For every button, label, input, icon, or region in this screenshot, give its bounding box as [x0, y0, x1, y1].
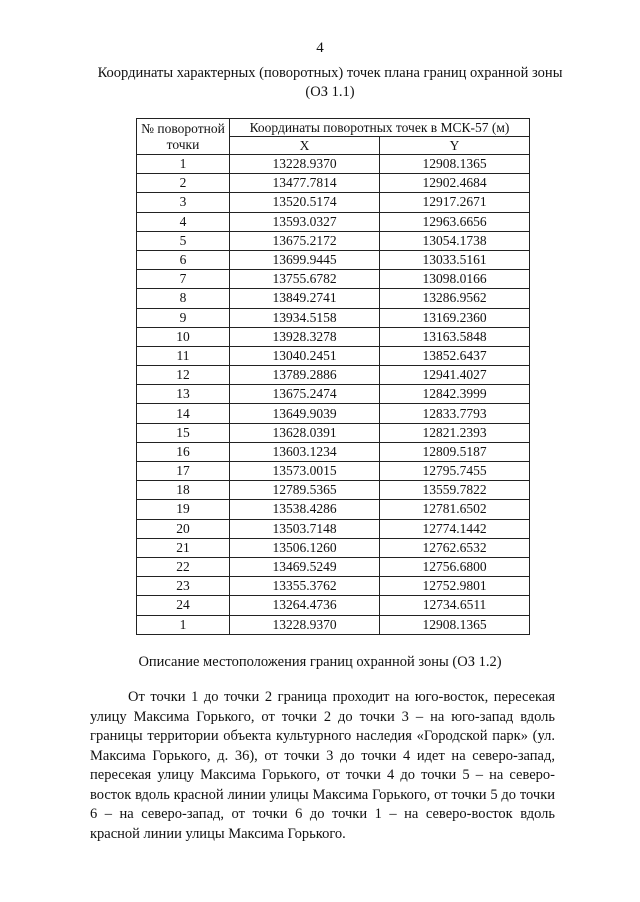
- header-y: Y: [380, 137, 530, 155]
- point-number-cell: 1: [137, 155, 230, 174]
- y-coordinate-cell: 12762.6532: [380, 538, 530, 557]
- point-number-cell: 19: [137, 500, 230, 519]
- table-row: [137, 423, 530, 442]
- y-coordinate-cell: 13169.2360: [380, 308, 530, 327]
- y-coordinate-cell: 12941.4027: [380, 366, 530, 385]
- table-row: [137, 231, 530, 250]
- table-row: [137, 250, 530, 269]
- point-number-cell: 24: [137, 596, 230, 615]
- x-coordinate-cell: 13699.9445: [230, 250, 380, 269]
- table-row: [137, 500, 530, 519]
- y-coordinate-cell: 12908.1365: [380, 155, 530, 174]
- x-coordinate-cell: 13228.9370: [230, 615, 380, 634]
- table-row: [137, 385, 530, 404]
- point-number-cell: 8: [137, 289, 230, 308]
- x-coordinate-cell: 13928.3278: [230, 327, 380, 346]
- y-coordinate-cell: 13559.7822: [380, 481, 530, 500]
- point-number-cell: 1: [137, 615, 230, 634]
- header-x: X: [230, 137, 380, 155]
- x-coordinate-cell: 13675.2172: [230, 231, 380, 250]
- y-coordinate-cell: 13098.0166: [380, 270, 530, 289]
- x-coordinate-cell: 13469.5249: [230, 557, 380, 576]
- point-number-cell: 12: [137, 366, 230, 385]
- x-coordinate-cell: 13675.2474: [230, 385, 380, 404]
- table-row: [137, 212, 530, 231]
- table-row: [137, 577, 530, 596]
- x-coordinate-cell: 13506.1260: [230, 538, 380, 557]
- x-coordinate-cell: 13628.0391: [230, 423, 380, 442]
- table-row: [137, 327, 530, 346]
- title-line-2: (ОЗ 1.1): [305, 84, 355, 100]
- y-coordinate-cell: 13054.1738: [380, 231, 530, 250]
- y-coordinate-cell: 12917.2671: [380, 193, 530, 212]
- y-coordinate-cell: 12781.6502: [380, 500, 530, 519]
- table-row: [137, 596, 530, 615]
- point-number-cell: 18: [137, 481, 230, 500]
- point-number-cell: 7: [137, 270, 230, 289]
- page-number: 4: [316, 40, 324, 56]
- point-number-cell: 22: [137, 557, 230, 576]
- x-coordinate-cell: 13849.2741: [230, 289, 380, 308]
- x-coordinate-cell: 13593.0327: [230, 212, 380, 231]
- point-number-cell: 15: [137, 423, 230, 442]
- point-number-cell: 13: [137, 385, 230, 404]
- x-coordinate-cell: 13503.7148: [230, 519, 380, 538]
- table-body: [137, 155, 530, 635]
- table-row: [137, 155, 530, 174]
- x-coordinate-cell: 13040.2451: [230, 346, 380, 365]
- table-row: [137, 442, 530, 461]
- point-number-cell: 20: [137, 519, 230, 538]
- y-coordinate-cell: 12821.2393: [380, 423, 530, 442]
- y-coordinate-cell: 12842.3999: [380, 385, 530, 404]
- y-coordinate-cell: 13852.6437: [380, 346, 530, 365]
- point-number-cell: 6: [137, 250, 230, 269]
- table-row: [137, 270, 530, 289]
- section-subheading: Описание местоположения границ охранной зоны (ОЗ 1.2): [138, 654, 502, 670]
- y-coordinate-cell: 12809.5187: [380, 442, 530, 461]
- header-point-number: № поворотной точки: [137, 119, 230, 155]
- point-number-cell: 5: [137, 231, 230, 250]
- point-number-cell: 4: [137, 212, 230, 231]
- x-coordinate-cell: 13355.3762: [230, 577, 380, 596]
- x-coordinate-cell: 13228.9370: [230, 155, 380, 174]
- x-coordinate-cell: 13520.5174: [230, 193, 380, 212]
- point-number-cell: 3: [137, 193, 230, 212]
- y-coordinate-cell: 12795.7455: [380, 462, 530, 481]
- table-row: [137, 289, 530, 308]
- point-number-cell: 9: [137, 308, 230, 327]
- point-number-cell: 17: [137, 462, 230, 481]
- boundary-description: [90, 688, 555, 844]
- point-number-cell: 10: [137, 327, 230, 346]
- title-line-1: Координаты характерных (поворотных) точек плана границ охранной зоны: [97, 65, 563, 81]
- table-row: [137, 346, 530, 365]
- x-coordinate-cell: 12789.5365: [230, 481, 380, 500]
- y-coordinate-cell: 12734.6511: [380, 596, 530, 615]
- point-number-cell: 11: [137, 346, 230, 365]
- point-number-cell: 23: [137, 577, 230, 596]
- x-coordinate-cell: 13789.2886: [230, 366, 380, 385]
- x-coordinate-cell: 13934.5158: [230, 308, 380, 327]
- description-text: От точки 1 до точки 2 граница проходит на юго-восток, пересекая улицу Максима Горького, от точки 2 до точки 3 – на юго-запад вдоль границы территории объекта культурного наследия «Городской парк» (ул. Максима Горького, д. 36), от точки 3 до точки 4 идет на северо-запад, пересекая улицу Максима Горького, от точки 4 до точки 5 – на северо-восток вдоль красной линии улицы Максима Горького, от точки 5 до точки 6 – на северо-запад, от точки 6 до точки 1 – на северо-восток вдоль красной линии улицы Максима Горького.: [90, 689, 555, 842]
- point-number-cell: 21: [137, 538, 230, 557]
- point-number-cell: 2: [137, 174, 230, 193]
- x-coordinate-cell: 13477.7814: [230, 174, 380, 193]
- table-row: [137, 481, 530, 500]
- x-coordinate-cell: 13573.0015: [230, 462, 380, 481]
- y-coordinate-cell: 12752.9801: [380, 577, 530, 596]
- table-row: [137, 308, 530, 327]
- y-coordinate-cell: 12963.6656: [380, 212, 530, 231]
- y-coordinate-cell: 12774.1442: [380, 519, 530, 538]
- y-coordinate-cell: 12902.4684: [380, 174, 530, 193]
- table-row: [137, 404, 530, 423]
- coordinates-table: [136, 118, 530, 635]
- table-row: [137, 557, 530, 576]
- y-coordinate-cell: 13163.5848: [380, 327, 530, 346]
- header-coordinates: Координаты поворотных точек в МСК-57 (м): [230, 119, 530, 137]
- x-coordinate-cell: 13538.4286: [230, 500, 380, 519]
- x-coordinate-cell: 13264.4736: [230, 596, 380, 615]
- x-coordinate-cell: 13603.1234: [230, 442, 380, 461]
- table-row: [137, 193, 530, 212]
- table-row: [137, 174, 530, 193]
- table-row: [137, 366, 530, 385]
- point-number-cell: 16: [137, 442, 230, 461]
- table-row: [137, 538, 530, 557]
- x-coordinate-cell: 13649.9039: [230, 404, 380, 423]
- point-number-cell: 14: [137, 404, 230, 423]
- y-coordinate-cell: 12833.7793: [380, 404, 530, 423]
- table-row: [137, 615, 530, 634]
- table-row: [137, 462, 530, 481]
- y-coordinate-cell: 12908.1365: [380, 615, 530, 634]
- y-coordinate-cell: 13286.9562: [380, 289, 530, 308]
- page-title: [80, 64, 580, 102]
- y-coordinate-cell: 13033.5161: [380, 250, 530, 269]
- table-row: [137, 519, 530, 538]
- y-coordinate-cell: 12756.6800: [380, 557, 530, 576]
- x-coordinate-cell: 13755.6782: [230, 270, 380, 289]
